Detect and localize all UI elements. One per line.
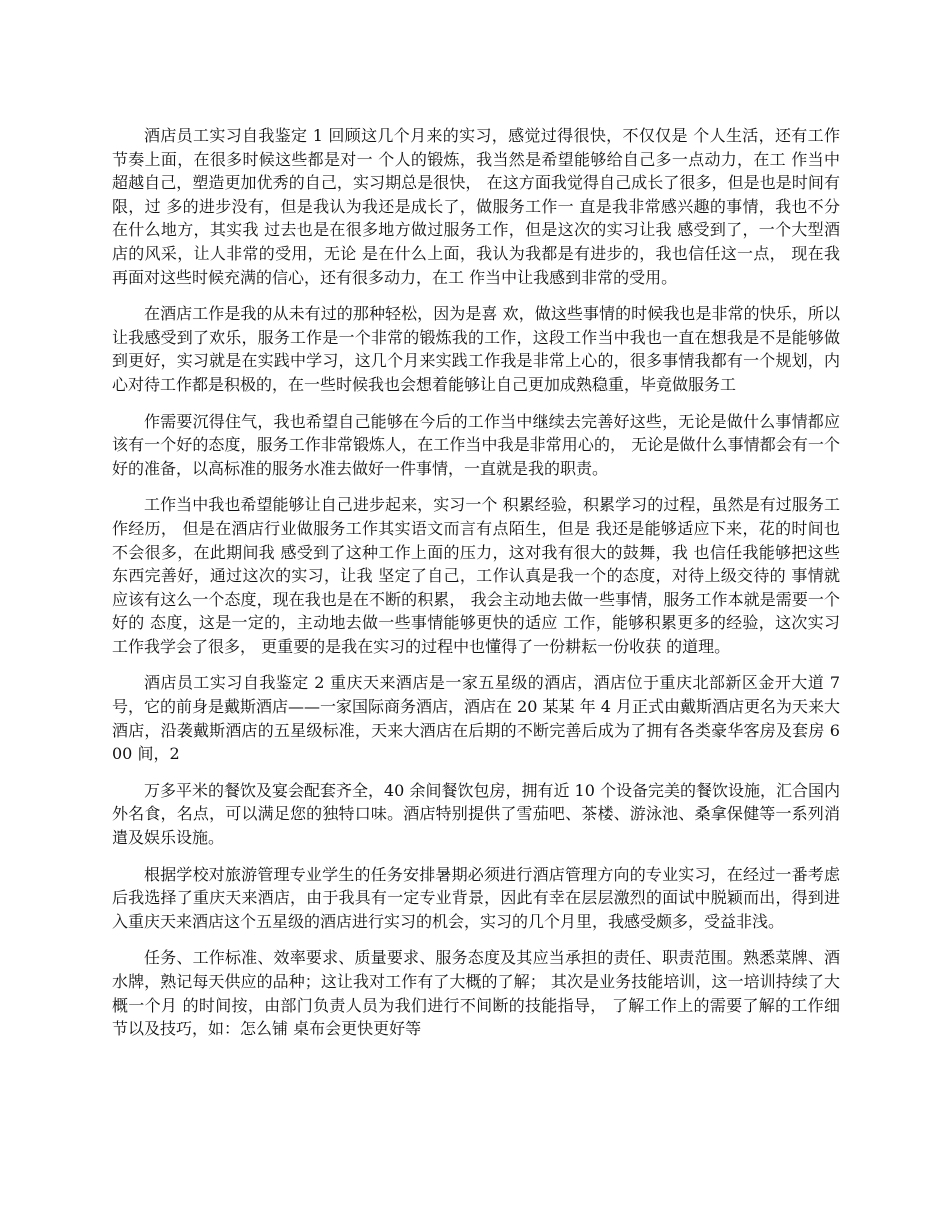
paragraph-5: 酒店员工实习自我鉴定 2 重庆天来酒店是一家五星级的酒店，酒店位于重庆北部新区金开大道 7 号，它的前身是戴斯酒店——一家国际商务酒店，酒店在 20 某某 年 4 月正式由戴斯酒店更名为天来大酒店，沿袭戴斯酒店的五星级标准，天来大酒店在后期的不断完善后成为了拥有各类豪华客房及套房 600 间，2 [112,673,840,764]
paragraph-6: 万多平米的餐饮及宴会配套齐全，40 余间餐饮包房，拥有近 10 个设备完美的餐饮设施，汇合国内外名食，名点，可以满足您的独特口味。酒店特别提供了雪茄吧、茶楼、游泳池、桑拿保健等一系列消遣及娱乐设施。 [112,780,840,848]
document-body [112,124,840,1054]
paragraph-3: 作需要沉得住气，我也希望自己能够在今后的工作当中继续去完善好这些，无论是做什么事情都应该有一个好的态度，服务工作非常锻炼人，在工作当中我是非常用心的， 无论是做什么事情都会有一个好的准备，以高标准的服务水准去做好一件事情，一直就是我的职责。 [112,411,840,478]
paragraph-4: 工作当中我也希望能够让自己进步起来，实习一个 积累经验，积累学习的过程，虽然是有过服务工作经历， 但是在酒店行业做服务工作其实语文而言有点陌生，但是 我还是能够适应下来，花的时间也不会很多，在此期间我 感受到了这种工作上面的压力，这对我有很大的鼓舞，我 也信任我能够把这些东西完善好，通过这次的实习，让我 坚定了自己，工作认真是我一个的态度，对待上级交待的 事情就应该有这么一个态度，现在我也是在不断的积累， 我会主动地去做一些事情，服务工作本就是需要一个好的 态度，这是一定的，主动地去做一些事情能够更快的适应 工作，能够积累更多的经验，这次实习工作我学会了很多， 更重要的是我在实习的过程中也懂得了一份耕耘一份收获 的道理。 [112,495,840,656]
paragraph-8: 任务、工作标准、效率要求、质量要求、服务态度及其应当承担的责任、职责范围。熟悉菜牌、酒水牌，熟记每天供应的品种；这让我对工作有了大概的了解； 其次是业务技能培训，这一培训持续了大概一个月 的时间按，由部门负责人员为我们进行不间断的技能指导， 了解工作上的需要了解的工作细节以及技巧，如：怎么铺 桌布会更快更好等 [112,948,840,1039]
paragraph-2: 在酒店工作是我的从未有过的那种轻松，因为是喜 欢，做这些事情的时候我也是非常的快乐，所以让我感受到了欢乐，服务工作是一个非常的锻炼我的工作，这段工作当中我也一直在想我是不是能够做到更好，实习就是在实践中学习，这几个月来实践工作我是非常上心的，很多事情我都有一个规划，内心对待工作都是积极的，在一些时候我也会想着能够让自己更加成熟稳重，毕竟做服务工 [112,304,840,394]
paragraph-1: 酒店员工实习自我鉴定 1 回顾这几个月来的实习，感觉过得很快，不仅仅是 个人生活，还有工作节奏上面，在很多时候这些都是对一 个人的锻炼，我当然是希望能够给自己多一点动力，在工 作当中超越自己，塑造更加优秀的自己，实习期总是很快， 在这方面我觉得自己成长了很多，但是也是时间有限，过 多的进步没有，但是我认为我还是成长了，做服务工作一 直是我非常感兴趣的事情，我也不分在什么地方，其实我 过去也是在很多地方做过服务工作，但是这次的实习让我 感受到了，一个大型酒店的风采，让人非常的受用，无论 是在什么上面，我认为我都是有进步的，我也信任这一点， 现在我再面对这些时候充满的信心，还有很多动力，在工 作当中让我感到非常的受用。 [112,126,840,287]
paragraph-7: 根据学校对旅游管理专业学生的任务安排暑期必须进行酒店管理方向的专业实习，在经过一番考虑后我选择了重庆天来酒店，由于我具有一定专业背景，因此有幸在层层激烈的面试中脱颖而出，得到进入重庆天来酒店这个五星级的酒店进行实习的机会，实习的几个月里，我感受颇多，受益非浅。 [112,864,840,931]
